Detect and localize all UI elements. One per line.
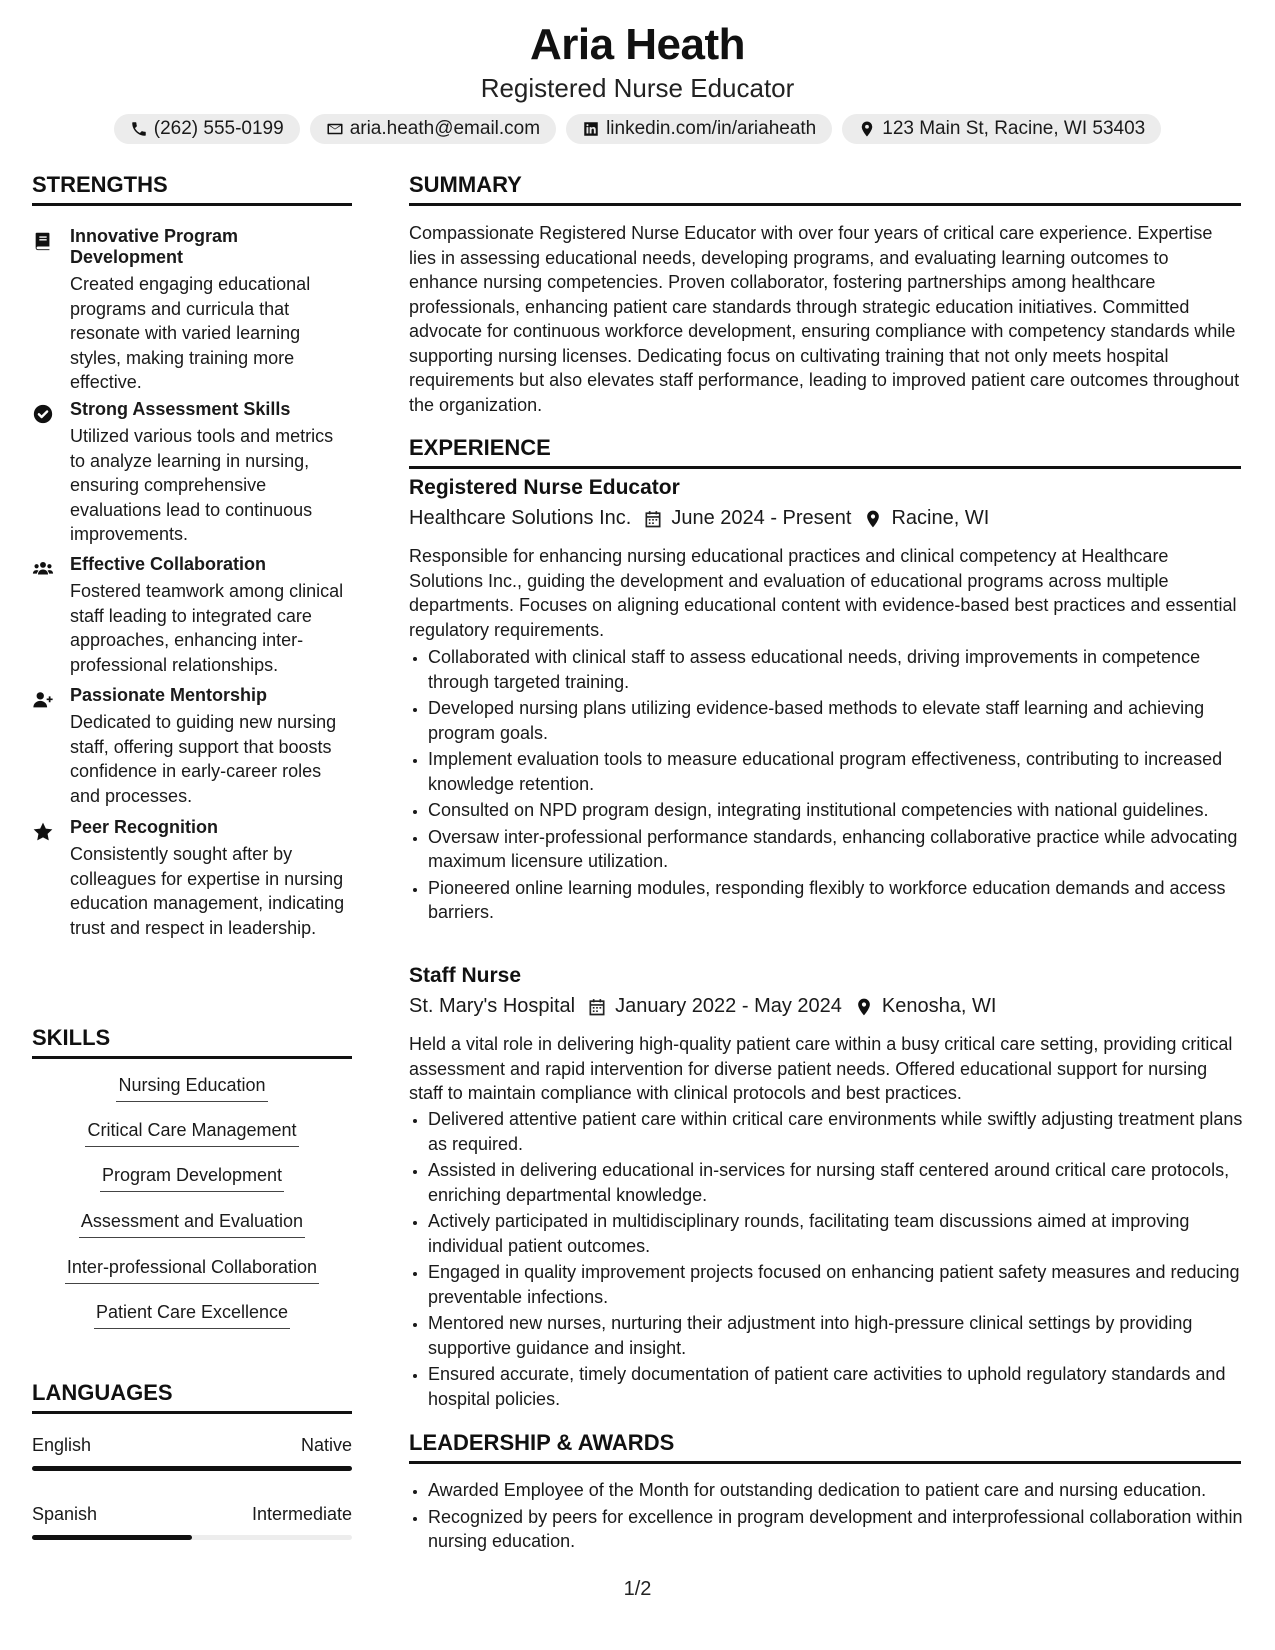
strength-title: Innovative Program Development <box>70 226 239 267</box>
strength-description: Utilized various tools and metrics to analyze learning in nursing, ensuring comprehensive evaluations lead to continuous improvements. <box>70 426 334 544</box>
location-pin-icon <box>854 997 874 1017</box>
job-bullet: • Ensured accurate, timely documentation of patient care activities to uphold regulatory standards and hospital policies. <box>428 1362 1260 1411</box>
job-location: Racine, WI <box>891 507 990 529</box>
language-proficiency-bar <box>32 1466 352 1471</box>
strength-title: Effective Collaboration <box>70 554 267 574</box>
language-proficiency-fill <box>32 1466 352 1471</box>
job-bullets <box>409 645 1260 927</box>
linkedin-icon <box>582 120 600 138</box>
job-bullet: • Collaborated with clinical staff to assess educational needs, driving improvements in competence through targeted training. <box>428 645 1260 694</box>
contact-address-text: 123 Main St, Racine, WI 53403 <box>882 118 1146 139</box>
contact-address[interactable] <box>842 114 1161 144</box>
strength-title: Peer Recognition <box>70 817 219 837</box>
strength-item <box>32 399 352 547</box>
language-proficiency-bar <box>32 1535 352 1540</box>
experience-heading: EXPERIENCE <box>409 435 1241 469</box>
skill-item: Program Development <box>32 1163 352 1192</box>
contact-phone-text: (262) 555-0199 <box>153 118 284 139</box>
check-circle-icon <box>32 403 54 425</box>
language-level: Native <box>300 1435 352 1455</box>
strength-item <box>32 226 352 395</box>
language-level: Intermediate <box>251 1504 352 1524</box>
users-icon <box>32 558 54 580</box>
contact-linkedin-text: linkedin.com/in/ariaheath <box>606 118 817 139</box>
award-bullet: • Recognized by peers for excellence in program development and interprofessional collaboration within nursing education. <box>428 1505 1260 1554</box>
job-meta <box>409 995 996 1018</box>
job-description: Held a vital role in delivering high-quality patient care within a busy critical care setting, providing critical assessment and rapid intervention for diverse patient needs. Offered educational support for nursing staff to maintain compliance with clinical protocols and best practices. <box>409 1034 1233 1103</box>
contact-phone[interactable] <box>114 114 300 144</box>
strength-item <box>32 685 352 808</box>
user-plus-icon <box>32 689 54 711</box>
strength-title: Strong Assessment Skills <box>70 399 291 419</box>
summary-text: Compassionate Registered Nurse Educator with over four years of critical care experience. Expertise lies in assessing educational needs, developing programs, and evaluating learning outcomes to enhance nursing competencies. Proven collaborator, fostering partnerships among healthcare professionals, enhancing patient care standards through strategic education initiatives. Committed advocate for continuous workforce development, ensuring compliance with competency standards while supporting nursing licenses. Dedicating focus on cultivating training that not only meets hospital requirements but also elevates staff performance, leading to improved patient care outcomes throughout the organization. <box>409 223 1240 415</box>
skill-item: Nursing Education <box>32 1073 352 1102</box>
job-title: Staff Nurse <box>409 964 522 987</box>
languages-heading: LANGUAGES <box>32 1380 352 1414</box>
job-bullet: • Actively participated in multidisciplinary rounds, facilitating team discussions aimed at improving individual patient outcomes. <box>428 1209 1260 1258</box>
job-bullet: • Implement evaluation tools to measure educational program effectiveness, contributing to increased knowledge retention. <box>428 747 1260 796</box>
candidate-role: Registered Nurse Educator <box>480 73 795 103</box>
language-item <box>32 1435 352 1471</box>
envelope-icon <box>326 120 344 138</box>
job-description: Responsible for enhancing nursing educational practices and clinical competency at Healthcare Solutions Inc., guiding the development and evaluation of educational programs across multiple departments. Focuses on aligning educational content with evidence-based best practices and essential regulatory requirements. <box>409 546 1237 640</box>
strength-description: Created engaging educational programs and curricula that resonate with varied learning styles, making training more effective. <box>70 274 311 392</box>
language-name: Spanish <box>32 1504 98 1524</box>
leadership-bullets <box>409 1478 1260 1556</box>
skill-item: Inter-professional Collaboration <box>32 1255 352 1284</box>
job-bullet: • Mentored new nurses, nurturing their adjustment into high-pressure clinical settings by providing supportive guidance and insight. <box>428 1311 1260 1360</box>
job-bullet: • Assisted in delivering educational in-services for nursing staff centered around critical care protocols, enriching departmental knowledge. <box>428 1158 1260 1207</box>
job-dates: January 2022 - May 2024 <box>615 995 842 1017</box>
skills-heading: SKILLS <box>32 1025 352 1059</box>
contact-linkedin[interactable] <box>566 114 832 144</box>
job-company: St. Mary's Hospital <box>409 995 576 1017</box>
location-pin-icon <box>858 120 876 138</box>
award-bullet: • Awarded Employee of the Month for outstanding dedication to patient care and nursing education. <box>428 1478 1260 1503</box>
star-icon <box>32 821 54 843</box>
job-meta <box>409 507 989 530</box>
leadership-heading: LEADERSHIP & AWARDS <box>409 1430 1241 1464</box>
contact-email[interactable] <box>310 114 556 144</box>
job-bullet: • Oversaw inter-professional performance standards, enhancing collaborative practice while advocating maximum licensure utilization. <box>428 825 1260 874</box>
job-bullet: • Consulted on NPD program design, integrating institutional competencies with national guidelines. <box>428 798 1260 823</box>
calendar-icon <box>643 509 663 529</box>
job-company: Healthcare Solutions Inc. <box>409 507 632 529</box>
strength-item <box>32 554 352 677</box>
language-proficiency-fill <box>32 1535 192 1540</box>
book-icon <box>32 230 54 252</box>
candidate-name: Aria Heath <box>529 20 746 69</box>
strengths-heading: STRENGTHS <box>32 172 352 206</box>
skill-item: Patient Care Excellence <box>32 1300 352 1329</box>
location-pin-icon <box>863 509 883 529</box>
contact-bar <box>0 114 1275 144</box>
phone-icon <box>130 120 148 138</box>
job-title: Registered Nurse Educator <box>409 476 680 499</box>
strength-description: Dedicated to guiding new nursing staff, offering support that boosts confidence in early-career roles and processes. <box>70 712 337 806</box>
page-number: 1/2 <box>623 1578 652 1600</box>
job-dates: June 2024 - Present <box>671 507 852 529</box>
language-name: English <box>32 1435 92 1455</box>
calendar-icon <box>587 997 607 1017</box>
job-bullet: • Pioneered online learning modules, responding flexibly to workforce education demands and access barriers. <box>428 876 1260 925</box>
skill-item: Critical Care Management <box>32 1118 352 1147</box>
job-bullet: • Delivered attentive patient care within critical care environments while swiftly adjusting treatment plans as required. <box>428 1107 1260 1156</box>
strength-description: Consistently sought after by colleagues for expertise in nursing education management, indicating trust and respect in leadership. <box>70 844 345 938</box>
job-bullet: • Engaged in quality improvement projects focused on enhancing patient safety measures and reducing preventable infections. <box>428 1260 1260 1309</box>
strength-description: Fostered teamwork among clinical staff leading to integrated care approaches, enhancing inter-professional relationships. <box>70 581 344 675</box>
language-item <box>32 1504 352 1540</box>
job-location: Kenosha, WI <box>881 995 997 1017</box>
contact-email-text: aria.heath@email.com <box>349 118 541 139</box>
summary-heading: SUMMARY <box>409 172 1241 206</box>
skill-item: Assessment and Evaluation <box>32 1209 352 1238</box>
job-bullet: • Developed nursing plans utilizing evidence-based methods to elevate staff learning and achieving program goals. <box>428 696 1260 745</box>
strength-title: Passionate Mentorship <box>70 685 268 705</box>
job-bullets <box>409 1107 1260 1413</box>
strength-item <box>32 817 352 940</box>
